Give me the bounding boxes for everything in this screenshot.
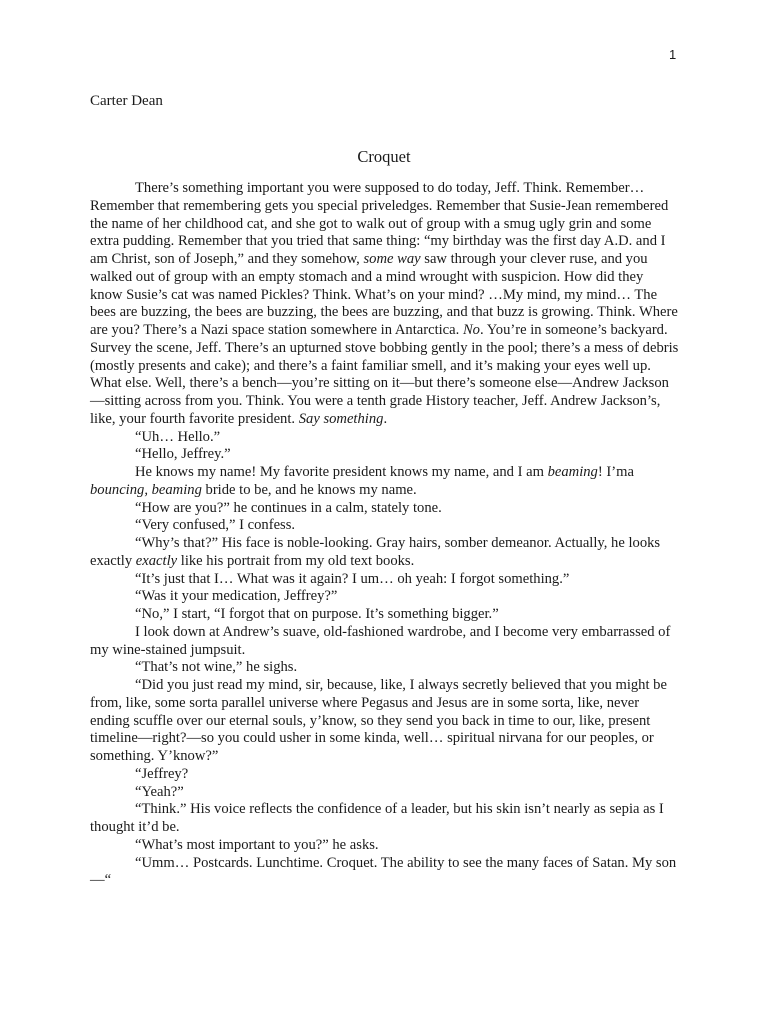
text-run: saw through your clever ruse, and you walked out of group with an empty stomach and a mind wrought with suspicion. How did they know Susie’s cat was named Pickles? Think. What’s on your mind? …My mind, my mind… The bees are buzzing, the bees are buzzing, the bees are buzzing, and that buzz is growing. Think. Where are you? There’s a Nazi space station somewhere in Antarctica. (90, 251, 678, 338)
text-run: “Did you just read my mind, sir, because, like, I always secretly believed that you might be from, like, some sorta parallel universe where Pegasus and Jesus are in some sorta, like, never ending scuffle over our eternal souls, y’know, so they send you back in time to our, like, present timeline—right?—so you could usher in some kinda, well… spiritual nirvana for our peoples, or something. Y’know?” (90, 677, 667, 764)
text-run: bride to be, and he knows my name. (201, 481, 417, 498)
page-number: 1 (669, 47, 677, 62)
text-run: “Very confused,” I confess. (135, 517, 296, 534)
text-run: I look down at Andrew’s suave, old-fashioned wardrobe, and I become very embarrassed of my wine-stained jumpsuit. (90, 623, 671, 658)
text-run: “Umm… Postcards. Lunchtime. Croquet. The ability to see the many faces of Satan. My son—“ (90, 854, 677, 889)
body-paragraph (90, 606, 679, 624)
author-name: Carter Dean (90, 93, 163, 109)
text-run: like his portrait from my old text books. (177, 552, 415, 569)
text-run: “Hello, Jeffrey.” (135, 446, 231, 463)
body-paragraph (90, 446, 679, 464)
body-paragraph (90, 464, 679, 500)
text-run: “Jeffrey? (135, 765, 189, 782)
italic-text-run: No (462, 322, 480, 338)
body-paragraph (90, 624, 679, 660)
text-run: “Yeah?” (135, 783, 184, 800)
story-body (90, 180, 679, 890)
text-run: “Think.” His voice reflects the confidence of a leader, but his skin isn’t nearly as sepia as I thought it’d be. (90, 801, 664, 835)
body-paragraph (90, 517, 679, 535)
body-paragraph (90, 855, 679, 891)
text-run: “It’s just that I… What was it again? I um… oh yeah: I forgot something.” (135, 570, 570, 587)
body-paragraph (90, 784, 679, 802)
text-run: “No,” I start, “I forgot that on purpose. It’s something bigger.” (135, 606, 499, 622)
italic-text-run: Say something (298, 410, 384, 427)
body-paragraph (90, 588, 679, 606)
text-run: . You’re in someone’s backyard. Survey the scene, Jeff. There’s an upturned stove bobbing gently in the pool; there’s a mess of debris (mostly presents and cake); and there’s a faint familiar smell, and it’s making your eyes well up. What else. Well, there’s a bench—you’re sitting on it—but there’s someone else—Andrew Jackson—sitting across from you. Think. You were a tenth grade History teacher, Jeff. Andrew Jackson’s, like, your fourth favorite president. (90, 322, 679, 427)
text-run: ! I’ma (597, 464, 634, 480)
italic-text-run: some way (363, 251, 421, 267)
body-paragraph (90, 659, 679, 677)
text-run: “What’s most important to you?” he asks. (135, 836, 379, 853)
body-paragraph (90, 535, 679, 571)
text-run: There’s something important you were supposed to do today, Jeff. Think. Remember… Remember that remembering gets you special priveledges. Remember that Susie-Jean remembered the name of her childhood cat, and she got to walk out of group with a smug ugly grin and some extra pudding. Remember that you tried that same thing: “my birthday was the first day A.D. and I am Christ, son of Joseph,” and they somehow, (90, 180, 669, 267)
document-title: Croquet (357, 147, 411, 166)
text-run: “That’s not wine,” he sighs. (135, 659, 298, 676)
body-paragraph (90, 837, 679, 855)
text-run: “Was it your medication, Jeffrey?” (135, 588, 338, 605)
italic-text-run: exactly (135, 552, 178, 569)
body-paragraph (90, 677, 679, 766)
text-run: “How are you?” he continues in a calm, stately tone. (135, 499, 442, 516)
body-paragraph (90, 801, 679, 837)
body-paragraph (90, 429, 679, 447)
body-paragraph (90, 766, 679, 784)
text-run: . (383, 410, 388, 427)
text-run: “Uh… Hello.” (135, 428, 221, 445)
body-paragraph (90, 500, 679, 518)
body-paragraph (90, 180, 679, 429)
italic-text-run: bouncing, beaming (90, 481, 202, 498)
text-run: “Why’s that?” His face is noble-looking. Gray hairs, somber demeanor. Actually, he looks exactly (90, 535, 661, 569)
italic-text-run: beaming (547, 464, 598, 480)
text-run: He knows my name! My favorite president knows my name, and I am (135, 464, 548, 480)
body-paragraph (90, 571, 679, 589)
